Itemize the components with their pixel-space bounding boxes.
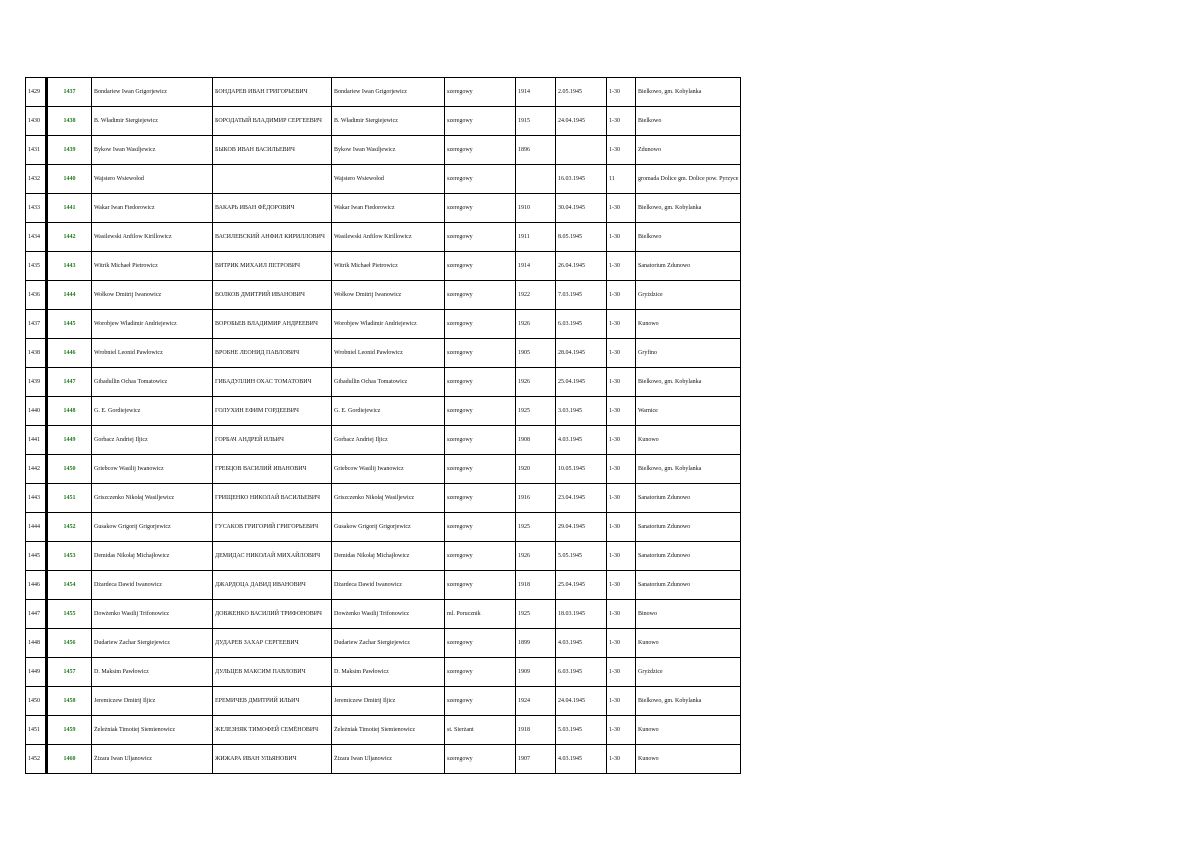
burial-place-cell: gromada Dolice gm. Dolice pow. Pyrzyce <box>636 165 741 194</box>
russian-name-cell: ЖИЖАРА ИВАН УЛЬЯНОВИЧ <box>213 745 332 774</box>
burial-place-cell: Bielkowo, gm. Kobylanka <box>636 194 741 223</box>
row-index-cell: 1444 <box>26 513 47 542</box>
russian-name-cell: ЕРЕМИЧЕВ ДМИТРИЙ ИЛЬИЧ <box>213 687 332 716</box>
table-row <box>26 658 741 687</box>
table-row <box>26 252 741 281</box>
polish-name-alt-cell: Jeremiczew Dmitrij Iljicz <box>332 687 445 716</box>
rank-cell: szeregowy <box>445 339 516 368</box>
code-cell: 1-30 <box>607 716 636 745</box>
table-row <box>26 165 741 194</box>
rank-cell: szeregowy <box>445 310 516 339</box>
table-row <box>26 745 741 774</box>
polish-name-alt-cell: Wołkow Dmitrij Iwanowicz <box>332 281 445 310</box>
polish-name-alt-cell: Żizara Iwan Uljanowicz <box>332 745 445 774</box>
burial-place-cell: Gryżdzice <box>636 281 741 310</box>
polish-name-cell: Wasilewski Anfilow Kirillowicz <box>92 223 213 252</box>
table-row <box>26 600 741 629</box>
birth-year-cell: 1918 <box>516 571 556 600</box>
table-row <box>26 310 741 339</box>
burial-place-cell: Sanatorium Zdunowo <box>636 252 741 281</box>
code-cell: 1-30 <box>607 78 636 107</box>
record-number-cell: 1459 <box>47 716 92 745</box>
rank-cell: szeregowy <box>445 107 516 136</box>
record-number-cell: 1448 <box>47 397 92 426</box>
polish-name-cell: Żizara Iwan Uljanowicz <box>92 745 213 774</box>
polish-name-cell: Gusakow Grigorij Grigorjewicz <box>92 513 213 542</box>
birth-year-cell: 1926 <box>516 310 556 339</box>
polish-name-alt-cell: Bykow Iwan Wasiljewicz <box>332 136 445 165</box>
record-number-cell: 1441 <box>47 194 92 223</box>
row-index-cell: 1451 <box>26 716 47 745</box>
birth-year-cell: 1926 <box>516 542 556 571</box>
code-cell: 1-30 <box>607 600 636 629</box>
record-number-cell: 1460 <box>47 745 92 774</box>
row-index-cell: 1436 <box>26 281 47 310</box>
table-row <box>26 513 741 542</box>
death-date-cell <box>556 136 607 165</box>
code-cell: 1-30 <box>607 629 636 658</box>
birth-year-cell: 1925 <box>516 397 556 426</box>
rank-cell: szeregowy <box>445 397 516 426</box>
code-cell: 1-30 <box>607 687 636 716</box>
row-index-cell: 1431 <box>26 136 47 165</box>
birth-year-cell: 1915 <box>516 107 556 136</box>
burial-register-table <box>25 77 741 774</box>
death-date-cell: 5.03.1945 <box>556 716 607 745</box>
polish-name-cell: D. Maksim Pawłowicz <box>92 658 213 687</box>
rank-cell: szeregowy <box>445 745 516 774</box>
death-date-cell: 4.03.1945 <box>556 745 607 774</box>
death-date-cell: 26.04.1945 <box>556 252 607 281</box>
birth-year-cell: 1920 <box>516 455 556 484</box>
russian-name-cell: ГУСАКОВ ГРИГОРИЙ ГРИГОРЬЕВИЧ <box>213 513 332 542</box>
record-number-cell: 1453 <box>47 542 92 571</box>
birth-year-cell: 1908 <box>516 426 556 455</box>
death-date-cell: 24.04.1945 <box>556 687 607 716</box>
rank-cell: szeregowy <box>445 687 516 716</box>
rank-cell: szeregowy <box>445 513 516 542</box>
table-row <box>26 455 741 484</box>
burial-place-cell: Binowo <box>636 600 741 629</box>
polish-name-cell: Worobjew Władimir Andriejewicz <box>92 310 213 339</box>
record-number-cell: 1451 <box>47 484 92 513</box>
polish-name-cell: B. Władimir Siergiejewicz <box>92 107 213 136</box>
birth-year-cell: 1922 <box>516 281 556 310</box>
polish-name-cell: Dudariew Zachar Siergiejewicz <box>92 629 213 658</box>
table-row <box>26 571 741 600</box>
polish-name-alt-cell: Gorbacz Andriej Iljicz <box>332 426 445 455</box>
russian-name-cell: ГРЕБЦОВ ВАСИЛИЙ ИВАНОВИЧ <box>213 455 332 484</box>
record-number-cell: 1454 <box>47 571 92 600</box>
polish-name-alt-cell: Witrik Michaeł Pietrowicz <box>332 252 445 281</box>
polish-name-cell: Griszczenko Nikołaj Wasiljewicz <box>92 484 213 513</box>
row-index-cell: 1450 <box>26 687 47 716</box>
polish-name-cell: Dżardeca Dawid Iwanowicz <box>92 571 213 600</box>
birth-year-cell: 1926 <box>516 368 556 397</box>
table-row <box>26 687 741 716</box>
russian-name-cell: ГОРБАЧ АНДРЕЙ ИЛЬИЧ <box>213 426 332 455</box>
death-date-cell: 23.04.1945 <box>556 484 607 513</box>
row-index-cell: 1430 <box>26 107 47 136</box>
death-date-cell: 2.05.1945 <box>556 78 607 107</box>
polish-name-cell: Wakar Iwan Fiedorowicz <box>92 194 213 223</box>
polish-name-alt-cell: Griszczenko Nikołaj Wasiljewicz <box>332 484 445 513</box>
polish-name-cell: Griebcow Wasilij Iwanowicz <box>92 455 213 484</box>
code-cell: 1-30 <box>607 542 636 571</box>
polish-name-alt-cell: Żeleżniak Timotiej Siemienowicz <box>332 716 445 745</box>
russian-name-cell: ГРИЩЕНКО НИКОЛАЙ ВАСИЛЬЕВИЧ <box>213 484 332 513</box>
table-row <box>26 716 741 745</box>
polish-name-alt-cell: Worobjew Władimir Andriejewicz <box>332 310 445 339</box>
polish-name-alt-cell: Griebcow Wasilij Iwanowicz <box>332 455 445 484</box>
birth-year-cell: 1910 <box>516 194 556 223</box>
birth-year-cell: 1899 <box>516 629 556 658</box>
table-row <box>26 194 741 223</box>
rank-cell: szeregowy <box>445 542 516 571</box>
russian-name-cell: ВОРОБЬЕВ ВЛАДИМИР АНДРЕЕВИЧ <box>213 310 332 339</box>
birth-year-cell: 1896 <box>516 136 556 165</box>
rank-cell: st. Sierżant <box>445 716 516 745</box>
row-index-cell: 1440 <box>26 397 47 426</box>
rank-cell: ml. Porucznik <box>445 600 516 629</box>
polish-name-alt-cell: B. Władimir Siergiejewicz <box>332 107 445 136</box>
row-index-cell: 1446 <box>26 571 47 600</box>
row-index-cell: 1445 <box>26 542 47 571</box>
code-cell: 1-30 <box>607 136 636 165</box>
record-number-cell: 1450 <box>47 455 92 484</box>
code-cell: 11 <box>607 165 636 194</box>
code-cell: 1-30 <box>607 194 636 223</box>
polish-name-alt-cell: Wasilewski Anfilow Kirillowicz <box>332 223 445 252</box>
code-cell: 1-30 <box>607 368 636 397</box>
row-index-cell: 1434 <box>26 223 47 252</box>
row-index-cell: 1429 <box>26 78 47 107</box>
burial-place-cell: Kunowo <box>636 426 741 455</box>
polish-name-alt-cell: Gibadullin Ochas Tomatowicz <box>332 368 445 397</box>
russian-name-cell: ВАКАРЬ ИВАН ФЁДОРОВИЧ <box>213 194 332 223</box>
table-row <box>26 78 741 107</box>
burial-place-cell: Gryżdzice <box>636 658 741 687</box>
code-cell: 1-30 <box>607 397 636 426</box>
rank-cell: szeregowy <box>445 136 516 165</box>
rank-cell: szeregowy <box>445 252 516 281</box>
polish-name-cell: Gorbacz Andriej Iljicz <box>92 426 213 455</box>
code-cell: 1-30 <box>607 484 636 513</box>
record-number-cell: 1445 <box>47 310 92 339</box>
birth-year-cell: 1924 <box>516 687 556 716</box>
death-date-cell: 8.05.1945 <box>556 223 607 252</box>
russian-name-cell: БЫКОВ ИВАН ВАСИЛЬЕВИЧ <box>213 136 332 165</box>
table-row <box>26 542 741 571</box>
polish-name-cell: Bondariew Iwan Grigorjewicz <box>92 78 213 107</box>
rank-cell: szeregowy <box>445 223 516 252</box>
polish-name-cell: Witrik Michaeł Pietrowicz <box>92 252 213 281</box>
row-index-cell: 1433 <box>26 194 47 223</box>
record-number-cell: 1437 <box>47 78 92 107</box>
rank-cell: szeregowy <box>445 78 516 107</box>
rank-cell: szeregowy <box>445 194 516 223</box>
record-number-cell: 1449 <box>47 426 92 455</box>
record-number-cell: 1457 <box>47 658 92 687</box>
birth-year-cell: 1914 <box>516 252 556 281</box>
death-date-cell: 25.04.1945 <box>556 571 607 600</box>
code-cell: 1-30 <box>607 339 636 368</box>
rank-cell: szeregowy <box>445 658 516 687</box>
polish-name-alt-cell: Bondariew Iwan Grigorjewicz <box>332 78 445 107</box>
burial-place-cell: Bielkowo, gm. Kobylanka <box>636 368 741 397</box>
burial-place-cell: Bielkowo <box>636 107 741 136</box>
polish-name-alt-cell: Dowżenko Wasilij Trifonowicz <box>332 600 445 629</box>
rank-cell: szeregowy <box>445 426 516 455</box>
death-date-cell: 29.04.1945 <box>556 513 607 542</box>
death-date-cell: 4.03.1945 <box>556 426 607 455</box>
code-cell: 1-30 <box>607 426 636 455</box>
birth-year-cell: 1909 <box>516 658 556 687</box>
row-index-cell: 1438 <box>26 339 47 368</box>
death-date-cell: 7.03.1945 <box>556 281 607 310</box>
row-index-cell: 1449 <box>26 658 47 687</box>
record-number-cell: 1438 <box>47 107 92 136</box>
polish-name-alt-cell: Dudariew Zachar Siergiejewicz <box>332 629 445 658</box>
row-index-cell: 1448 <box>26 629 47 658</box>
russian-name-cell: БОРОДАТЫЙ ВЛАДИМИР СЕРГЕЕВИЧ <box>213 107 332 136</box>
burial-place-cell: Bielkowo, gm. Kobylanka <box>636 78 741 107</box>
russian-name-cell: ЖЕЛЕЗНЯК ТИМОФЕЙ СЕМЁНОВИЧ <box>213 716 332 745</box>
russian-name-cell: ДУДАРЕВ ЗАХАР СЕРГЕЕВИЧ <box>213 629 332 658</box>
birth-year-cell: 1907 <box>516 745 556 774</box>
rank-cell: szeregowy <box>445 455 516 484</box>
table-row <box>26 629 741 658</box>
rank-cell: szeregowy <box>445 629 516 658</box>
row-index-cell: 1435 <box>26 252 47 281</box>
polish-name-alt-cell: Wrobniel Leonid Pawłowicz <box>332 339 445 368</box>
record-number-cell: 1442 <box>47 223 92 252</box>
record-number-cell: 1447 <box>47 368 92 397</box>
death-date-cell: 10.05.1945 <box>556 455 607 484</box>
record-number-cell: 1439 <box>47 136 92 165</box>
rank-cell: szeregowy <box>445 571 516 600</box>
code-cell: 1-30 <box>607 252 636 281</box>
russian-name-cell: ВРОБНЕ ЛЕОНИД ПАВЛОВИЧ <box>213 339 332 368</box>
birth-year-cell: 1925 <box>516 600 556 629</box>
table-row <box>26 484 741 513</box>
record-number-cell: 1455 <box>47 600 92 629</box>
burial-place-cell: Sanatorium Zdunowo <box>636 484 741 513</box>
burial-place-cell: Sanatorium Zdunowo <box>636 513 741 542</box>
burial-place-cell: Kunowo <box>636 745 741 774</box>
code-cell: 1-30 <box>607 658 636 687</box>
polish-name-cell: G. E. Gordiejewicz <box>92 397 213 426</box>
death-date-cell: 30.04.1945 <box>556 194 607 223</box>
record-number-cell: 1456 <box>47 629 92 658</box>
russian-name-cell: ВОЛКОВ ДМИТРИЙ ИВАНОВИЧ <box>213 281 332 310</box>
russian-name-cell: ДУЛЬЦЕВ МАКСИМ ПАВЛОВИЧ <box>213 658 332 687</box>
row-index-cell: 1437 <box>26 310 47 339</box>
polish-name-alt-cell: Wajsiero Wsiewołod <box>332 165 445 194</box>
death-date-cell: 4.03.1945 <box>556 629 607 658</box>
code-cell: 1-30 <box>607 513 636 542</box>
polish-name-cell: Żeleżniak Timotiej Siemienowicz <box>92 716 213 745</box>
code-cell: 1-30 <box>607 455 636 484</box>
polish-name-cell: Wołkow Dmitrij Iwanowicz <box>92 281 213 310</box>
rank-cell: szeregowy <box>445 368 516 397</box>
birth-year-cell: 1918 <box>516 716 556 745</box>
polish-name-cell: Jeremiczew Dmitrij Iljicz <box>92 687 213 716</box>
table-row <box>26 426 741 455</box>
russian-name-cell: ДОВЖЕНКО ВАСИЛИЙ ТРИФОНОВИЧ <box>213 600 332 629</box>
russian-name-cell <box>213 165 332 194</box>
polish-name-cell: Wrobniel Leonid Pawłowicz <box>92 339 213 368</box>
death-date-cell: 28.04.1945 <box>556 339 607 368</box>
code-cell: 1-30 <box>607 107 636 136</box>
table-row <box>26 397 741 426</box>
russian-name-cell: ВИТРИК МИХАИЛ ПЕТРОВИЧ <box>213 252 332 281</box>
row-index-cell: 1452 <box>26 745 47 774</box>
polish-name-cell: Demidas Nikołaj Michajłowicz <box>92 542 213 571</box>
row-index-cell: 1441 <box>26 426 47 455</box>
birth-year-cell: 1925 <box>516 513 556 542</box>
death-date-cell: 24.04.1945 <box>556 107 607 136</box>
burial-place-cell: Bielkowo, gm. Kobylanka <box>636 687 741 716</box>
burial-place-cell: Kunowo <box>636 310 741 339</box>
table-row <box>26 368 741 397</box>
polish-name-alt-cell: Wakar Iwan Fiedorowicz <box>332 194 445 223</box>
table-row <box>26 281 741 310</box>
death-date-cell: 6.03.1945 <box>556 310 607 339</box>
code-cell: 1-30 <box>607 223 636 252</box>
polish-name-cell: Gibadullin Ochas Tomatowicz <box>92 368 213 397</box>
russian-name-cell: ГИБАДУЛЛИН ОХАС ТОМАТОВИЧ <box>213 368 332 397</box>
table-row <box>26 339 741 368</box>
burial-place-cell: Warnice <box>636 397 741 426</box>
record-number-cell: 1440 <box>47 165 92 194</box>
row-index-cell: 1432 <box>26 165 47 194</box>
table-row <box>26 223 741 252</box>
polish-name-cell: Wajsiero Wsiewołod <box>92 165 213 194</box>
table-row <box>26 107 741 136</box>
russian-name-cell: ВАСИЛЕВСКИЙ АНФИЛ КИРИЛЛОВИЧ <box>213 223 332 252</box>
burial-place-cell: Gryfino <box>636 339 741 368</box>
table-row <box>26 136 741 165</box>
polish-name-alt-cell: Demidas Nikołaj Michajłowicz <box>332 542 445 571</box>
polish-name-alt-cell: D. Maksim Pawłowicz <box>332 658 445 687</box>
code-cell: 1-30 <box>607 281 636 310</box>
burial-place-cell: Sanatorium Zdunowo <box>636 571 741 600</box>
code-cell: 1-30 <box>607 745 636 774</box>
record-number-cell: 1458 <box>47 687 92 716</box>
polish-name-alt-cell: G. E. Gordiejewicz <box>332 397 445 426</box>
burial-place-cell: Sanatorium Zdunowo <box>636 542 741 571</box>
polish-name-alt-cell: Gusakow Grigorij Grigorjewicz <box>332 513 445 542</box>
death-date-cell: 18.03.1945 <box>556 600 607 629</box>
russian-name-cell: ДЖАРДОЦА ДАВИД ИВАНОВИЧ <box>213 571 332 600</box>
polish-name-alt-cell: Dżardeca Dawid Iwanowicz <box>332 571 445 600</box>
death-date-cell: 5.05.1945 <box>556 542 607 571</box>
birth-year-cell: 1911 <box>516 223 556 252</box>
burial-place-cell: Bielkowo, gm. Kobylanka <box>636 455 741 484</box>
russian-name-cell: ГОЛУХИН ЕФИМ ГОРДЕЕВИЧ <box>213 397 332 426</box>
russian-name-cell: ДЕМИДАС НИКОЛАЙ МИХАЙЛОВИЧ <box>213 542 332 571</box>
row-index-cell: 1447 <box>26 600 47 629</box>
death-date-cell: 16.03.1945 <box>556 165 607 194</box>
birth-year-cell <box>516 165 556 194</box>
burial-place-cell: Kunowo <box>636 629 741 658</box>
register-body <box>26 78 741 774</box>
row-index-cell: 1439 <box>26 368 47 397</box>
row-index-cell: 1442 <box>26 455 47 484</box>
record-number-cell: 1443 <box>47 252 92 281</box>
birth-year-cell: 1916 <box>516 484 556 513</box>
code-cell: 1-30 <box>607 310 636 339</box>
row-index-cell: 1443 <box>26 484 47 513</box>
rank-cell: szeregowy <box>445 281 516 310</box>
polish-name-cell: Dowżenko Wasilij Trifonowicz <box>92 600 213 629</box>
rank-cell: szeregowy <box>445 484 516 513</box>
russian-name-cell: БОНДАРЕВ ИВАН ГРИГОРЬЕВИЧ <box>213 78 332 107</box>
death-date-cell: 6.03.1945 <box>556 658 607 687</box>
rank-cell: szeregowy <box>445 165 516 194</box>
record-number-cell: 1444 <box>47 281 92 310</box>
death-date-cell: 25.04.1945 <box>556 368 607 397</box>
burial-place-cell: Kunowo <box>636 716 741 745</box>
code-cell: 1-30 <box>607 571 636 600</box>
polish-name-cell: Bykow Iwan Wasiljewicz <box>92 136 213 165</box>
death-date-cell: 3.03.1945 <box>556 397 607 426</box>
birth-year-cell: 1914 <box>516 78 556 107</box>
record-number-cell: 1452 <box>47 513 92 542</box>
burial-place-cell: Bielkowo <box>636 223 741 252</box>
burial-place-cell: Zdunowo <box>636 136 741 165</box>
birth-year-cell: 1905 <box>516 339 556 368</box>
record-number-cell: 1446 <box>47 339 92 368</box>
